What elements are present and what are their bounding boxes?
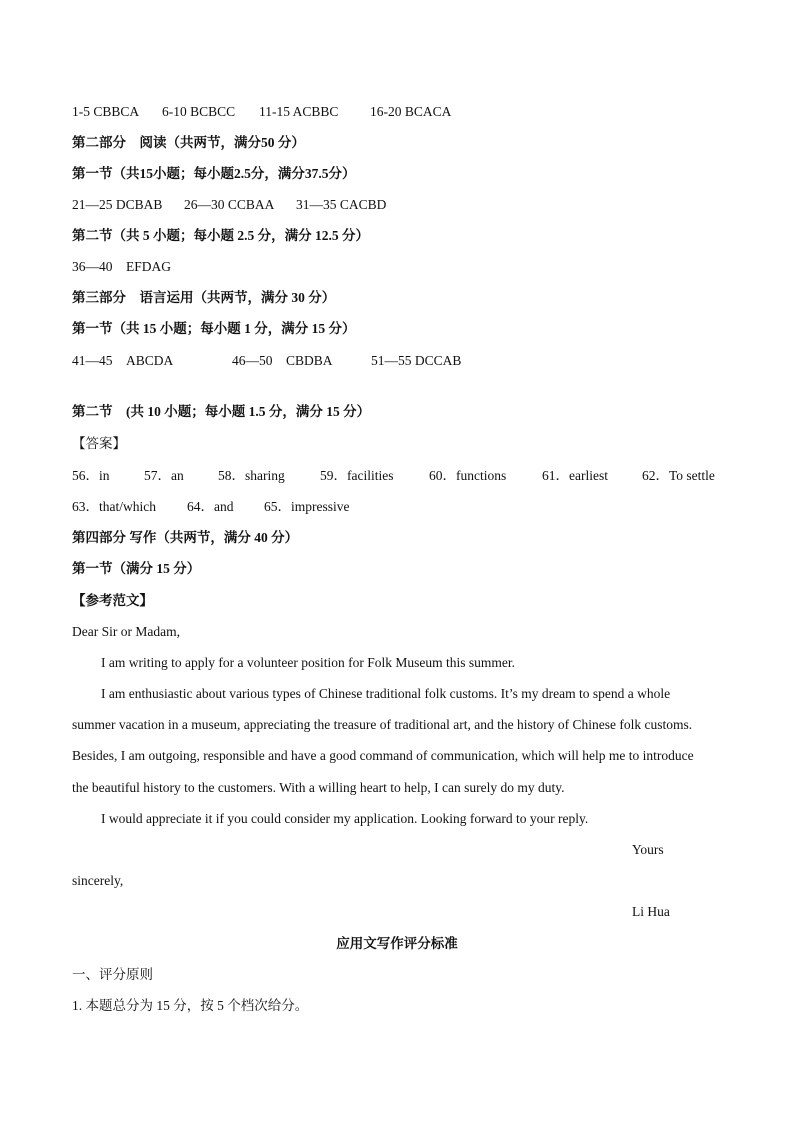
answer-group: 31—35 CACBD	[296, 197, 387, 212]
part3-section2-heading: 第二节 (共 10 小题；每小题 1.5 分，满分 15 分）	[72, 404, 371, 419]
letter-signature: Li Hua	[632, 904, 670, 919]
answer-group: 46—50 CBDBA	[232, 353, 333, 368]
answer-group: 1-5 CBBCA	[72, 104, 140, 119]
fill-answer: 60．functions	[429, 468, 507, 483]
part3-heading: 第三部分 语言运用（共两节，满分 30 分）	[72, 290, 336, 305]
part3-section1-heading: 第一节（共 15 小题；每小题 1 分，满分 15 分）	[72, 321, 356, 336]
part2-heading: 第二部分 阅读（共两节，满分50 分）	[72, 135, 305, 150]
part2-section2-heading: 第二节（共 5 小题；每小题 2.5 分，满分 12.5 分）	[72, 228, 369, 243]
letter-line: Besides, I am outgoing, responsible and have a good command of communication, which will help me to introduce	[72, 748, 694, 763]
fill-answer: 65．impressive	[264, 499, 350, 514]
answer-label: 【答案】	[72, 436, 126, 451]
fill-answer: 59．facilities	[320, 468, 394, 483]
answer-group: 21—25 DCBAB	[72, 197, 163, 212]
fill-answer: 61．earliest	[542, 468, 608, 483]
answer-group: 16-20 BCACA	[370, 104, 452, 119]
letter-closing: Yours	[632, 842, 664, 857]
criteria-principle-heading: 一、评分原则	[72, 967, 153, 982]
letter-line: I would appreciate it if you could consider my application. Looking forward to your reply.	[101, 811, 589, 826]
letter-line: I am enthusiastic about various types of Chinese traditional folk customs. It’s my dream to spend a whole	[101, 686, 671, 701]
answer-group: 26—30 CCBAA	[184, 197, 275, 212]
fill-answer: 57．an	[144, 468, 184, 483]
criteria-item: 1. 本题总分为 15 分，按 5 个档次给分。	[72, 998, 309, 1013]
answer-group: 6-10 BCBCC	[162, 104, 236, 119]
letter-closing-continued: sincerely,	[72, 873, 124, 888]
fill-answer: 56．in	[72, 468, 110, 483]
fill-answer: 58．sharing	[218, 468, 285, 483]
answer-group: 11-15 ACBBC	[259, 104, 339, 119]
part2-section2-answers: 36—40 EFDAG	[72, 259, 172, 274]
answer-group: 51—55 DCCAB	[371, 353, 462, 368]
letter-line: I am writing to apply for a volunteer position for Folk Museum this summer.	[101, 655, 515, 670]
letter-line: summer vacation in a museum, appreciating the treasure of traditional art, and the history of Chinese folk customs.	[72, 717, 693, 732]
letter-line: the beautiful history to the customers. With a willing heart to help, I can surely do my duty.	[72, 780, 565, 795]
answer-group: 41—45 ABCDA	[72, 353, 174, 368]
sample-essay-label: 【参考范文】	[72, 593, 153, 608]
part4-heading: 第四部分 写作（共两节，满分 40 分）	[72, 530, 299, 545]
part2-section1-heading: 第一节（共15小题；每小题2.5分，满分37.5分）	[72, 166, 356, 181]
part4-section1-heading: 第一节（满分 15 分）	[72, 561, 201, 576]
fill-answer: 64．and	[187, 499, 234, 514]
criteria-title: 应用文写作评分标准	[336, 936, 458, 951]
letter-salutation: Dear Sir or Madam,	[72, 624, 180, 639]
fill-answer: 63．that/which	[72, 499, 156, 514]
fill-answer: 62．To settle	[642, 468, 715, 483]
